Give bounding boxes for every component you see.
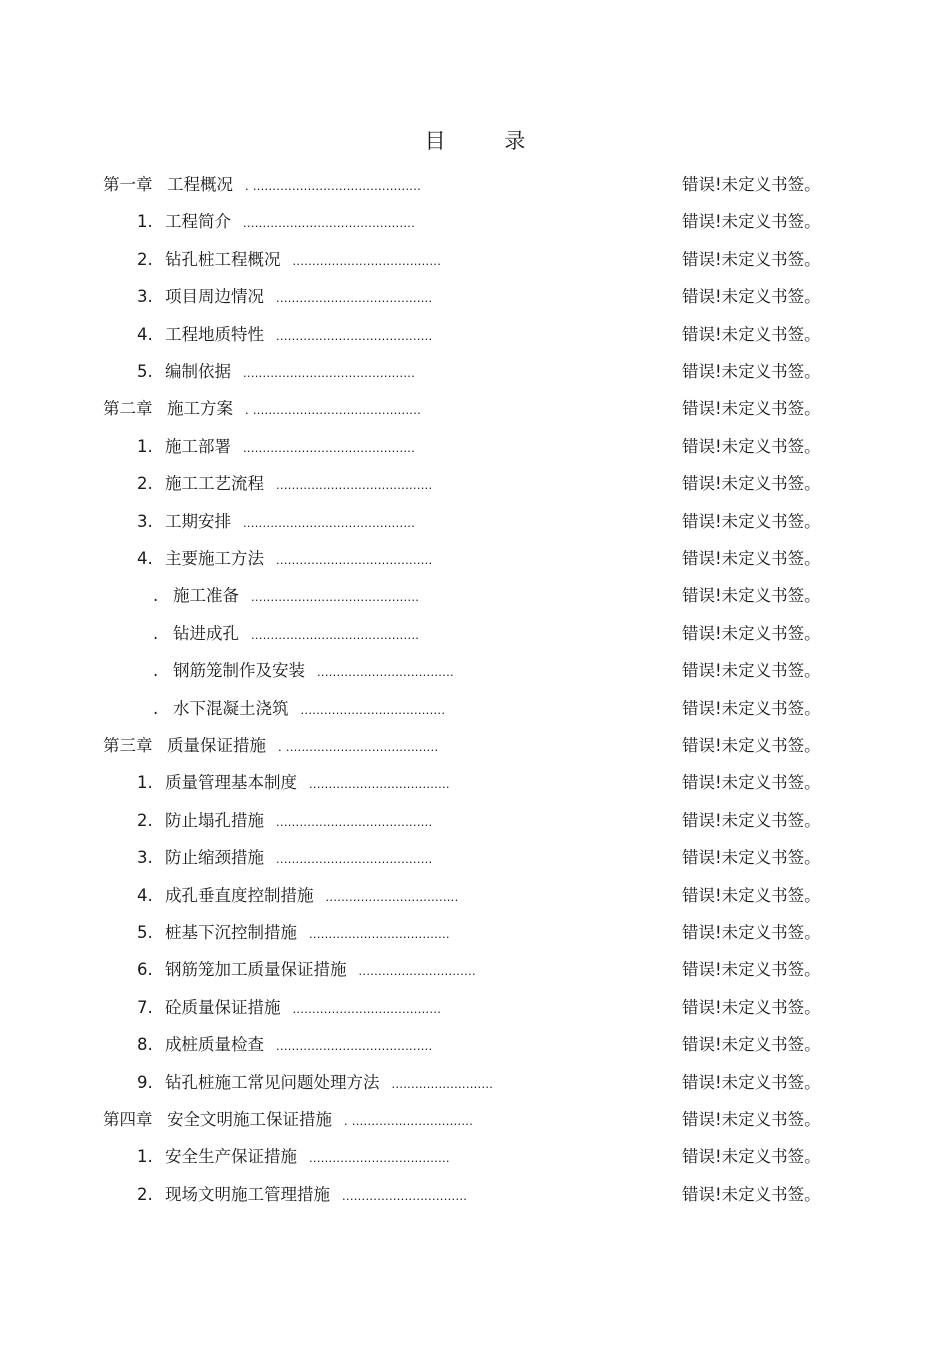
toc-entry-number: 2. bbox=[137, 1184, 153, 1204]
toc-entry-heading bbox=[137, 281, 432, 314]
toc-dot-leader: ........................................ bbox=[276, 290, 433, 306]
toc-section-entry[interactable] bbox=[0, 244, 950, 276]
toc-page-reference: 错误!未定义书签。 bbox=[682, 474, 821, 494]
toc-section-entry[interactable] bbox=[0, 543, 950, 575]
toc-section-entry[interactable] bbox=[0, 1179, 950, 1211]
toc-dot-leader: ........................................ bbox=[276, 327, 433, 343]
toc-dot-leader: ........................................... bbox=[251, 626, 420, 642]
toc-dot-leader: . ....................................... bbox=[278, 739, 439, 754]
toc-entry-number: 第一章 bbox=[103, 175, 153, 194]
toc-entry-heading bbox=[137, 767, 450, 800]
toc-dot-leader: .................................. bbox=[325, 888, 459, 904]
toc-chapter-entry[interactable] bbox=[0, 393, 950, 425]
toc-page-reference: 错误!未定义书签。 bbox=[682, 549, 821, 568]
toc-entry-number: 9. bbox=[137, 1072, 153, 1092]
toc-entry-label: 安全文明施工保证措施 bbox=[167, 1110, 332, 1129]
toc-page-reference: 错误!未定义书签。 bbox=[682, 287, 821, 307]
toc-entry-heading bbox=[137, 506, 415, 539]
toc-entry-heading bbox=[137, 842, 432, 875]
toc-entry-heading bbox=[137, 1067, 493, 1100]
toc-page-reference: 错误!未定义书签。 bbox=[682, 923, 821, 942]
toc-page-reference: 错误!未定义书签。 bbox=[682, 175, 821, 194]
toc-dot-leader: ........................................ bbox=[276, 851, 433, 867]
toc-entry-heading bbox=[137, 319, 432, 352]
toc-page-reference: 错误!未定义书签。 bbox=[682, 736, 821, 755]
toc-page-reference: 错误!未定义书签。 bbox=[682, 1147, 821, 1167]
toc-entry-label: 主要施工方法 bbox=[165, 549, 264, 568]
toc-entry-heading bbox=[137, 992, 441, 1025]
toc-entry-number: 第二章 bbox=[103, 399, 153, 419]
toc-entry-number: 1. bbox=[137, 773, 153, 793]
toc-page-reference: 错误!未定义书签。 bbox=[682, 885, 821, 905]
toc-entry-heading bbox=[103, 393, 421, 426]
toc-dot-leader: ................................ bbox=[342, 1187, 468, 1203]
toc-entry-heading bbox=[137, 880, 459, 913]
toc-entry-number: 第三章 bbox=[103, 736, 153, 755]
toc-entry-number: 3. bbox=[137, 287, 153, 307]
toc-section-entry[interactable] bbox=[0, 842, 950, 874]
toc-subsection-entry[interactable] bbox=[0, 655, 950, 687]
toc-entry-number: 1. bbox=[137, 436, 153, 456]
toc-entry-label: 桩基下沉控制措施 bbox=[165, 923, 297, 942]
toc-section-entry[interactable] bbox=[0, 206, 950, 238]
toc-dot-leader: . ........................................... bbox=[245, 402, 422, 418]
toc-entry-label: 钻孔桩工程概况 bbox=[165, 249, 281, 269]
toc-page-reference: 错误!未定义书签。 bbox=[682, 661, 821, 681]
toc-entry-number: 1. bbox=[137, 1147, 153, 1167]
toc-section-entry[interactable] bbox=[0, 767, 950, 799]
toc-entry-label: 钢筋笼制作及安装 bbox=[173, 661, 305, 681]
toc-entry-heading bbox=[137, 1179, 467, 1212]
toc-page-reference: 错误!未定义书签。 bbox=[682, 212, 821, 232]
toc-entry-heading bbox=[137, 244, 441, 277]
toc-page-reference: 错误!未定义书签。 bbox=[682, 698, 821, 718]
toc-page-reference: 错误!未定义书签。 bbox=[682, 773, 821, 793]
toc-entry-number: 4. bbox=[137, 549, 153, 568]
toc-entry-label: 成桩质量检查 bbox=[165, 1035, 264, 1055]
toc-page-reference: 错误!未定义书签。 bbox=[682, 1184, 821, 1204]
toc-entry-heading bbox=[137, 468, 432, 501]
toc-entry-heading bbox=[137, 917, 450, 950]
toc-entry-label: 安全生产保证措施 bbox=[165, 1147, 297, 1167]
toc-page-reference: 错误!未定义书签。 bbox=[682, 997, 821, 1017]
toc-entry-label: 钻进成孔 bbox=[173, 623, 239, 643]
toc-section-entry[interactable] bbox=[0, 917, 950, 949]
toc-entry-label: 工程简介 bbox=[165, 212, 231, 232]
toc-entry-number: 4. bbox=[137, 885, 153, 905]
toc-subsection-entry[interactable] bbox=[0, 618, 950, 650]
toc-entry-heading bbox=[137, 543, 432, 576]
toc-entry-heading bbox=[137, 1141, 450, 1174]
toc-dot-leader: . ............................... bbox=[344, 1113, 474, 1128]
toc-section-entry[interactable] bbox=[0, 281, 950, 313]
toc-section-entry[interactable] bbox=[0, 506, 950, 538]
toc-dot-leader: ........................................... bbox=[251, 589, 420, 605]
toc-entry-number: . bbox=[153, 698, 159, 718]
toc-entry-number: 7. bbox=[137, 997, 153, 1017]
toc-section-entry[interactable] bbox=[0, 319, 950, 351]
toc-entry-heading bbox=[137, 206, 415, 239]
toc-entry-number: 2. bbox=[137, 249, 153, 269]
toc-page-reference: 错误!未定义书签。 bbox=[682, 324, 821, 344]
toc-entry-number: 6. bbox=[137, 960, 153, 980]
toc-dot-leader: ................................... bbox=[317, 664, 454, 680]
toc-page-reference: 错误!未定义书签。 bbox=[682, 586, 821, 606]
toc-dot-leader: ...................................... bbox=[292, 1000, 442, 1016]
toc-dot-leader: ............................................ bbox=[243, 215, 416, 231]
toc-chapter-entry[interactable] bbox=[0, 1104, 950, 1136]
toc-entry-number: . bbox=[153, 586, 159, 606]
toc-entry-heading bbox=[137, 356, 415, 389]
toc-entry-label: 施工方案 bbox=[167, 399, 233, 419]
toc-page-reference: 错误!未定义书签。 bbox=[682, 399, 821, 419]
toc-dot-leader: ............................................ bbox=[243, 365, 416, 380]
toc-page-reference: 错误!未定义书签。 bbox=[682, 436, 821, 456]
toc-section-entry[interactable] bbox=[0, 1029, 950, 1061]
toc-entry-number: 3. bbox=[137, 511, 153, 531]
toc-dot-leader: ........................................ bbox=[276, 552, 433, 567]
toc-dot-leader: .................................... bbox=[309, 926, 450, 941]
toc-entry-heading bbox=[137, 954, 476, 987]
toc-page-reference: 错误!未定义书签。 bbox=[682, 362, 821, 381]
toc-entry-heading bbox=[103, 169, 421, 202]
toc-entry-heading bbox=[137, 805, 432, 838]
toc-entry-number: 3. bbox=[137, 848, 153, 868]
toc-chapter-entry[interactable] bbox=[0, 169, 950, 201]
toc-entry-label: 防止塌孔措施 bbox=[165, 810, 264, 830]
toc-subsection-entry[interactable] bbox=[0, 580, 950, 612]
toc-page-reference: 错误!未定义书签。 bbox=[682, 810, 821, 830]
toc-entry-number: 第四章 bbox=[103, 1110, 153, 1129]
toc-entry-number: 5. bbox=[137, 923, 153, 942]
toc-page-reference: 错误!未定义书签。 bbox=[682, 960, 821, 980]
toc-entry-label: 水下混凝土浇筑 bbox=[173, 698, 289, 718]
toc-entry-number: 8. bbox=[137, 1035, 153, 1055]
toc-section-entry[interactable] bbox=[0, 954, 950, 986]
toc-entry-heading bbox=[153, 580, 419, 613]
toc-page-reference: 错误!未定义书签。 bbox=[682, 1035, 821, 1055]
toc-entry-number: 4. bbox=[137, 324, 153, 344]
toc-chapter-entry[interactable] bbox=[0, 730, 950, 762]
toc-section-entry[interactable] bbox=[0, 805, 950, 837]
toc-entry-label: 钻孔桩施工常见问题处理方法 bbox=[165, 1072, 380, 1092]
toc-page-reference: 错误!未定义书签。 bbox=[682, 1072, 821, 1092]
toc-entry-label: 防止缩颈措施 bbox=[165, 848, 264, 868]
toc-dot-leader: .............................. bbox=[358, 963, 476, 979]
toc-entry-heading bbox=[103, 1104, 473, 1137]
toc-dot-leader: ........................................ bbox=[276, 477, 433, 493]
toc-entry-number: 5. bbox=[137, 362, 153, 381]
toc-page-reference: 错误!未定义书签。 bbox=[682, 511, 821, 531]
toc-section-entry[interactable] bbox=[0, 468, 950, 500]
toc-entry-label: 施工部署 bbox=[165, 436, 231, 456]
toc-entry-heading bbox=[103, 730, 438, 763]
toc-entry-number: . bbox=[153, 623, 159, 643]
toc-entry-label: 砼质量保证措施 bbox=[165, 997, 281, 1017]
toc-entry-label: 成孔垂直度控制措施 bbox=[165, 885, 314, 905]
toc-subsection-entry[interactable] bbox=[0, 693, 950, 725]
toc-page-reference: 错误!未定义书签。 bbox=[682, 848, 821, 868]
toc-entry-heading bbox=[153, 693, 445, 726]
toc-dot-leader: ..................................... bbox=[300, 701, 446, 717]
toc-dot-leader: ........................................ bbox=[276, 1038, 433, 1054]
toc-dot-leader: ............................................ bbox=[243, 514, 416, 530]
toc-page-reference: 错误!未定义书签。 bbox=[682, 623, 821, 643]
toc-dot-leader: ........................................ bbox=[276, 813, 433, 829]
toc-dot-leader: ............................................ bbox=[243, 439, 416, 455]
toc-section-entry[interactable] bbox=[0, 356, 950, 388]
toc-entry-label: 质量管理基本制度 bbox=[165, 773, 297, 793]
toc-entry-number: 2. bbox=[137, 474, 153, 494]
toc-section-entry[interactable] bbox=[0, 1067, 950, 1099]
toc-dot-leader: ...................................... bbox=[292, 252, 442, 268]
toc-entry-label: 工程概况 bbox=[167, 175, 233, 194]
toc-title: 目 录 bbox=[424, 129, 552, 153]
toc-entry-label: 施工准备 bbox=[173, 586, 239, 606]
toc-dot-leader: .................................... bbox=[309, 776, 450, 792]
toc-entry-heading bbox=[153, 618, 419, 651]
toc-entry-heading bbox=[137, 431, 415, 464]
toc-entry-label: 钢筋笼加工质量保证措施 bbox=[165, 960, 347, 980]
toc-section-entry[interactable] bbox=[0, 431, 950, 463]
toc-dot-leader: . ........................................... bbox=[245, 178, 422, 193]
toc-entry-label: 项目周边情况 bbox=[165, 287, 264, 307]
toc-dot-leader: .......................... bbox=[391, 1075, 494, 1091]
toc-section-entry[interactable] bbox=[0, 880, 950, 912]
toc-entry-number: 1. bbox=[137, 212, 153, 232]
toc-entry-heading bbox=[153, 655, 454, 688]
toc-entry-label: 质量保证措施 bbox=[167, 736, 266, 755]
toc-entry-number: . bbox=[153, 661, 159, 681]
toc-entry-label: 编制依据 bbox=[165, 362, 231, 381]
toc-dot-leader: .................................... bbox=[309, 1150, 450, 1166]
toc-page-reference: 错误!未定义书签。 bbox=[682, 1110, 821, 1129]
toc-page-reference: 错误!未定义书签。 bbox=[682, 249, 821, 269]
toc-entry-label: 工期安排 bbox=[165, 511, 231, 531]
toc-entry-number: 2. bbox=[137, 810, 153, 830]
toc-entry-label: 工程地质特性 bbox=[165, 324, 264, 344]
toc-entry-heading bbox=[137, 1029, 432, 1062]
toc-entry-label: 现场文明施工管理措施 bbox=[165, 1184, 330, 1204]
toc-section-entry[interactable] bbox=[0, 992, 950, 1024]
toc-entry-label: 施工工艺流程 bbox=[165, 474, 264, 494]
toc-section-entry[interactable] bbox=[0, 1141, 950, 1173]
